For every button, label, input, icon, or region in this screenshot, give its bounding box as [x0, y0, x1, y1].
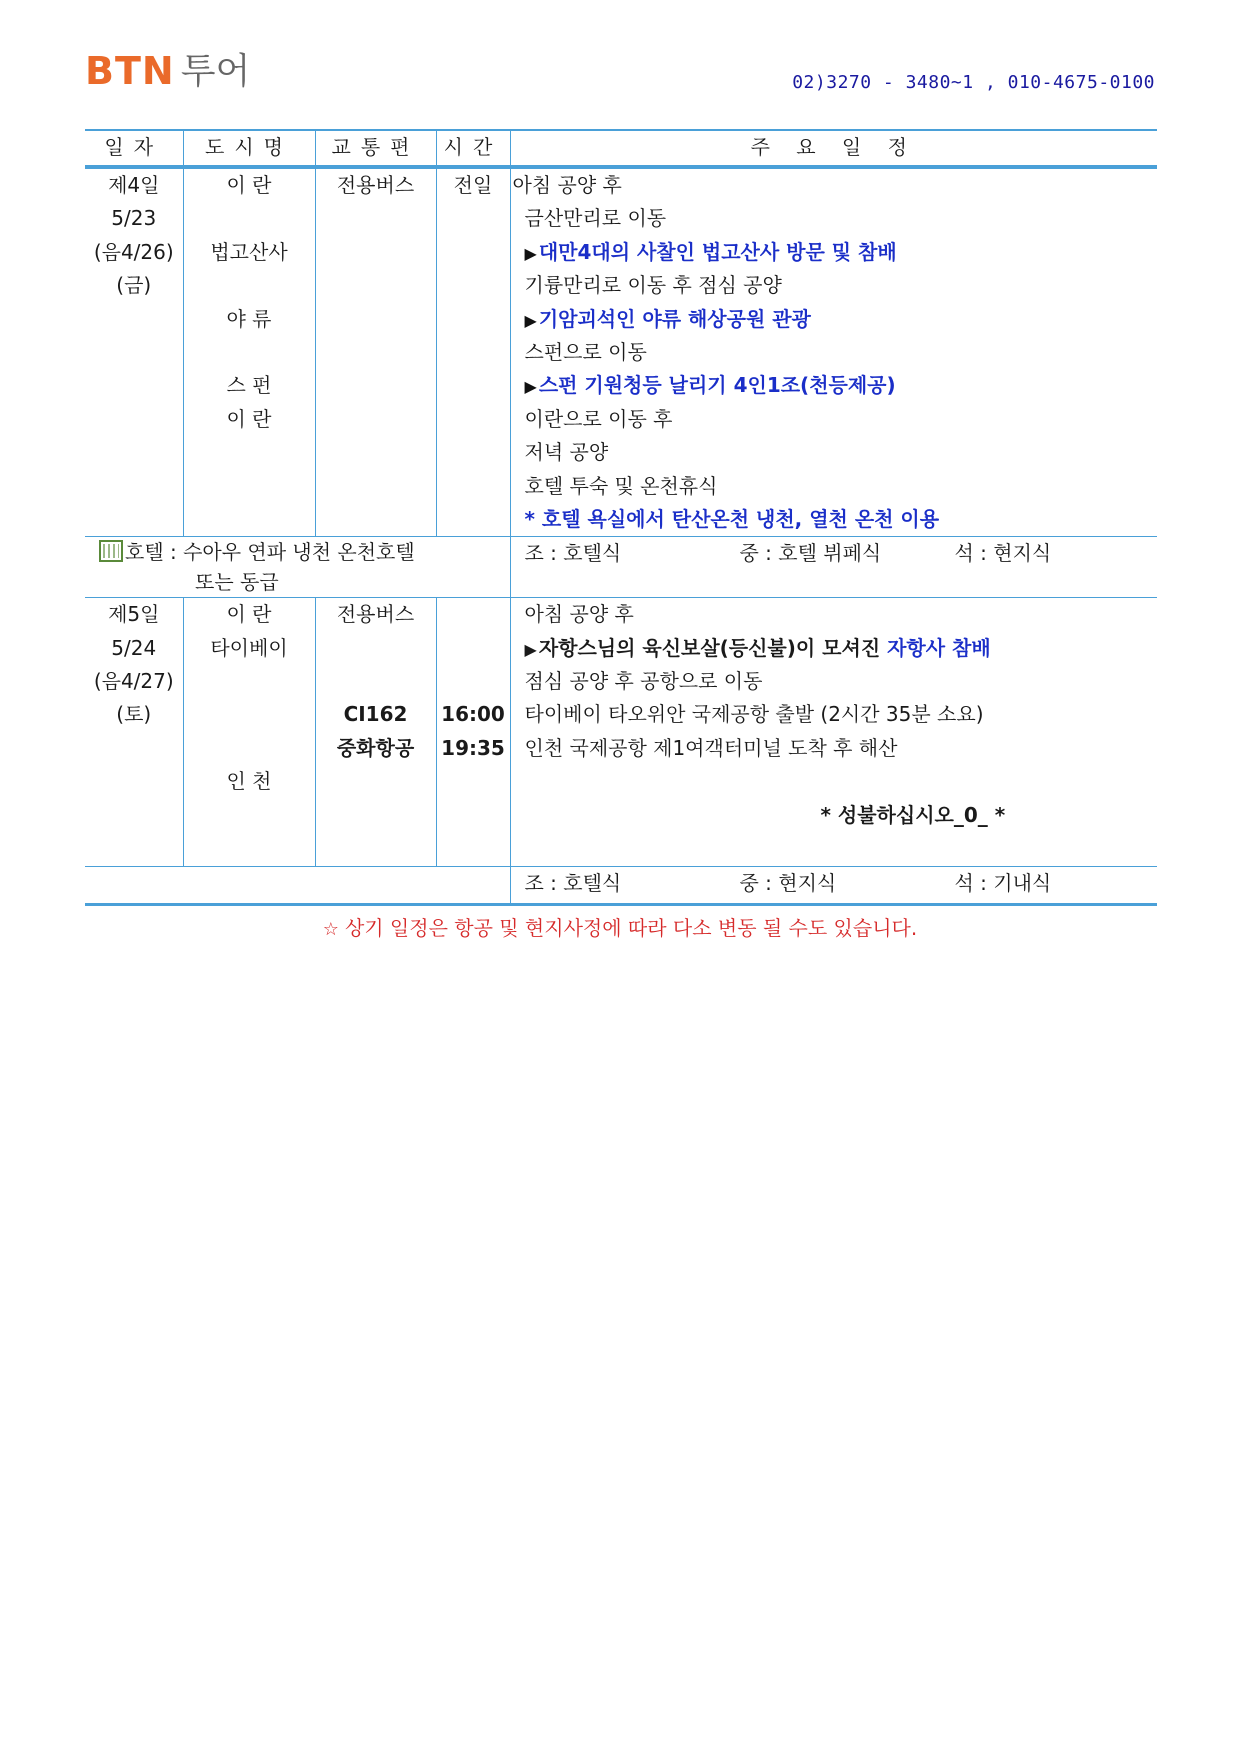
- schedule-line: 스펀으로 이동: [524, 339, 647, 364]
- flight-number: CI162: [343, 702, 408, 727]
- schedule-line: 저녁 공양: [524, 440, 609, 465]
- day5-time: [436, 598, 510, 867]
- day5-date: [85, 598, 183, 867]
- day4-hotel-row: [85, 537, 1157, 598]
- schedule-text: 대만4대의 사찰인 법고산사 방문 및 참배: [538, 239, 897, 264]
- meal-lunch: 중 : 현지식: [739, 871, 837, 896]
- meal-dinner: 석 : 기내식: [954, 871, 1052, 896]
- schedule-text-blue: 자항사 참배: [887, 635, 991, 660]
- table-header: [85, 130, 1157, 167]
- day4-date: [85, 167, 183, 537]
- schedule-line: 아침 공양 후: [524, 602, 634, 627]
- logo-brand: BTN: [85, 49, 175, 93]
- hotel-line: [99, 537, 510, 567]
- day5-transport: [315, 598, 436, 867]
- arrow-icon: ▶: [524, 377, 537, 397]
- day5-row: [85, 598, 1157, 867]
- city: 법고산사: [210, 239, 288, 264]
- hotel-alt: 또는 동급: [195, 570, 279, 595]
- date-solar: 5/23: [111, 206, 157, 231]
- airline: 중화항공: [336, 735, 415, 760]
- date-lunar: (음4/26): [93, 239, 174, 264]
- schedule-line: 호텔 투숙 및 온천휴식: [524, 473, 718, 498]
- city: [184, 336, 315, 369]
- schedule-line: 타이베이 타오위안 국제공항 출발 (2시간 35분 소요): [524, 702, 984, 727]
- arrow-icon: ▶: [524, 243, 537, 263]
- schedule-line: 금산만리로 이동: [524, 206, 667, 231]
- day-label: 제4일: [108, 173, 160, 197]
- day4-schedule: [510, 167, 1157, 537]
- transport: 전용버스: [336, 602, 415, 627]
- time: 전일: [453, 173, 493, 197]
- logo-suffix: 투어: [180, 51, 251, 92]
- weekday: (금): [116, 273, 152, 298]
- day4-time: [436, 167, 510, 537]
- city: 인 천: [226, 769, 272, 794]
- weekday: (토): [116, 702, 152, 727]
- city: 이 란: [226, 602, 272, 627]
- city: [184, 665, 315, 698]
- footer-note-text: 상기 일정은 항공 및 현지사정에 따라 다소 변동 될 수도 있습니다.: [344, 916, 918, 940]
- meal-lunch: 중 : 호텔 뷔페식: [739, 541, 882, 566]
- schedule-line-highlight: [511, 632, 1158, 665]
- day5-meals: [510, 867, 1157, 905]
- day5-meals-blank: [85, 867, 510, 905]
- schedule-line: 아침 공양 후: [512, 173, 622, 197]
- contact-phone: 02)3270 - 3480~1 , 010-4675-0100: [792, 72, 1155, 93]
- transport: 전용버스: [336, 173, 415, 197]
- schedule-line: 이란으로 이동 후: [524, 406, 673, 431]
- schedule-line: 인천 국제공항 제1여객터미널 도착 후 해산: [524, 735, 898, 760]
- schedule-table: [85, 129, 1157, 906]
- hotel-name: 호텔 : 수아우 연파 냉천 온천호텔: [125, 540, 415, 565]
- day4-cities: [183, 167, 315, 537]
- time: [437, 632, 510, 665]
- city: 스 펀: [226, 373, 272, 398]
- schedule-line: 점심 공양 후 공항으로 이동: [524, 669, 763, 694]
- day-label: 제5일: [108, 602, 160, 627]
- day5-cities: [183, 598, 315, 867]
- date-lunar: (음4/27): [93, 669, 174, 694]
- schedule-line-highlight: [511, 303, 1158, 336]
- city: [184, 202, 315, 235]
- day5-meals-row: [85, 867, 1157, 905]
- city: 야 류: [226, 306, 272, 331]
- time: [437, 598, 510, 631]
- col-header-time: 시간: [436, 130, 510, 167]
- arrow-icon: ▶: [524, 639, 537, 659]
- departure-time: 16:00: [441, 702, 505, 727]
- header: [85, 49, 1155, 102]
- city: [184, 698, 315, 731]
- day4-row: [85, 167, 1157, 537]
- day4-transport: [315, 167, 436, 537]
- col-header-transport: 교통편: [315, 130, 436, 167]
- city: 타이베이: [210, 635, 288, 660]
- hotel-info: [85, 537, 510, 598]
- schedule-line-highlight: [511, 236, 1158, 269]
- closing-greeting: * 성불하십시오_0_ *: [820, 802, 1006, 827]
- col-header-city: 도시명: [183, 130, 315, 167]
- arrow-icon: ▶: [524, 310, 537, 330]
- date-solar: 5/24: [111, 635, 157, 660]
- arrival-time: 19:35: [441, 735, 505, 760]
- schedule-text: 자항스님의 육신보살(등신불)이 모셔진: [538, 635, 881, 660]
- city: [184, 732, 315, 765]
- schedule-line: 기륭만리로 이동 후 점심 공양: [524, 273, 782, 298]
- schedule-text: 기암괴석인 야류 해상공원 관광: [538, 306, 811, 331]
- transport: [316, 632, 436, 665]
- meal-breakfast: 조 : 호텔식: [524, 541, 622, 566]
- meals: [511, 867, 1158, 896]
- col-header-day: 일자: [85, 130, 183, 167]
- city: 이 란: [226, 173, 272, 197]
- meal-dinner: 석 : 현지식: [954, 541, 1052, 566]
- schedule-note: * 호텔 욕실에서 탄산온천 냉천, 열천 온천 이용: [524, 506, 940, 531]
- hotel-icon: [99, 540, 123, 562]
- schedule-line-highlight: [511, 369, 1158, 402]
- meal-breakfast: 조 : 호텔식: [524, 871, 622, 896]
- star-icon: ☆: [322, 919, 339, 940]
- schedule-text: 스펀 기원청등 날리기 4인1조(천등제공): [538, 373, 896, 398]
- city: 이 란: [226, 406, 272, 431]
- city: [184, 269, 315, 302]
- col-header-schedule: 주 요 일 정: [510, 130, 1157, 167]
- schedule-line: [511, 765, 1158, 798]
- logo: [85, 49, 251, 93]
- transport: [316, 665, 436, 698]
- time: [437, 665, 510, 698]
- day4-meals: [510, 537, 1157, 598]
- day5-schedule: [510, 598, 1157, 867]
- footer-note: [0, 912, 1240, 941]
- meals: [511, 537, 1158, 566]
